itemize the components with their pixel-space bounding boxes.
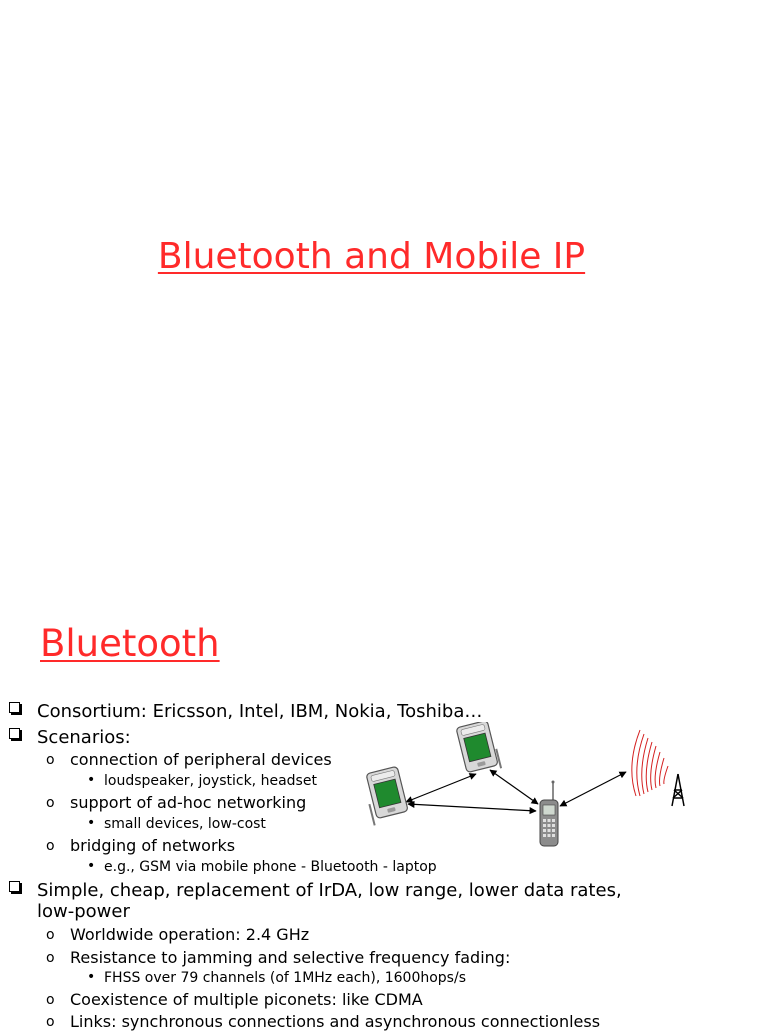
sub-bullet-glyph: o bbox=[46, 992, 55, 1008]
antenna-tower-icon bbox=[632, 730, 684, 806]
sub-bullet-glyph: o bbox=[46, 927, 55, 943]
sub-bullet-glyph: o bbox=[46, 950, 55, 966]
connection-arrows bbox=[406, 770, 626, 811]
bullet-text: Consortium: Ericsson, Intel, IBM, Nokia, Toshiba… bbox=[37, 701, 483, 722]
sub-sub-bullet-glyph: • bbox=[87, 772, 96, 788]
bullet-text: Scenarios: bbox=[37, 727, 131, 748]
bullet-text: connection of peripheral devices bbox=[70, 750, 332, 769]
bullet-text: low-power bbox=[37, 901, 130, 922]
sub-bullet-glyph: o bbox=[46, 752, 55, 768]
bullet-text: FHSS over 79 channels (of 1MHz each), 1600hops/s bbox=[104, 970, 466, 986]
pda-icon bbox=[362, 766, 410, 825]
sub-bullet-glyph: o bbox=[46, 795, 55, 811]
sub-bullet-glyph: o bbox=[46, 838, 55, 854]
sub-sub-bullet-glyph: • bbox=[87, 815, 96, 831]
square-bullet-icon bbox=[9, 702, 20, 713]
sub-bullet-glyph: o bbox=[46, 1014, 55, 1030]
bullet-text: Coexistence of multiple piconets: like CDMA bbox=[70, 990, 423, 1009]
bullet-text: support of ad-hoc networking bbox=[70, 793, 307, 812]
bullet-text: loudspeaker, joystick, headset bbox=[104, 773, 317, 789]
sub-sub-bullet-glyph: • bbox=[87, 858, 96, 874]
bullet-text: Simple, cheap, replacement of IrDA, low range, lower data rates, bbox=[37, 880, 622, 901]
phone-icon bbox=[540, 781, 558, 847]
pda-icon bbox=[456, 722, 501, 777]
bullet-text: Worldwide operation: 2.4 GHz bbox=[70, 925, 310, 944]
slide2-title: Bluetooth bbox=[40, 622, 220, 665]
bullet-text: Resistance to jamming and selective frequency fading: bbox=[70, 948, 511, 967]
square-bullet-icon bbox=[9, 728, 20, 739]
square-bullet-icon bbox=[9, 881, 20, 892]
bluetooth-scenario-diagram bbox=[360, 722, 700, 852]
bullet-text: small devices, low-cost bbox=[104, 816, 266, 832]
slide1-title: Bluetooth and Mobile IP bbox=[157, 236, 586, 277]
bullet-text: e.g., GSM via mobile phone - Bluetooth - laptop bbox=[104, 859, 437, 875]
sub-sub-bullet-glyph: • bbox=[87, 969, 96, 985]
bullet-text: Links: synchronous connections and asynchronous connectionless bbox=[70, 1012, 601, 1031]
bullet-text: bridging of networks bbox=[70, 836, 236, 855]
